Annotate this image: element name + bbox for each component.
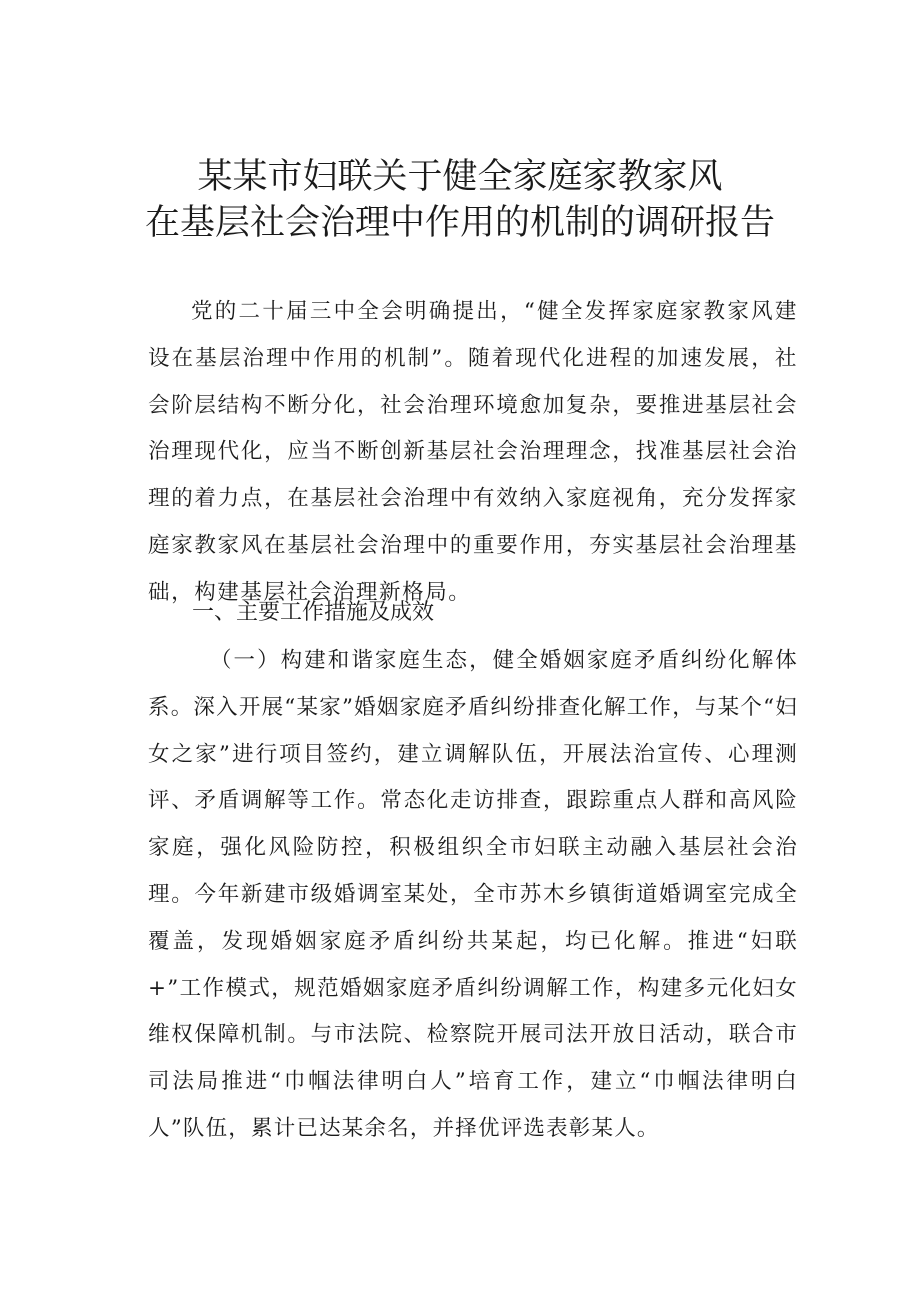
section-heading-1: 一、主要工作措施及成效 xyxy=(192,600,435,625)
document-title-line-2: 在基层社会治理中作用的机制的调研报告 xyxy=(144,203,775,243)
document-title-line-1: 某某市妇联关于健全家庭家教家风 xyxy=(197,157,723,197)
section-1-paragraph-1: （一）构建和谐家庭生态，健全婚姻家庭矛盾纠纷化解体系。深入开展“某家”婚姻家庭矛盾纠纷排查化解工作，与某个“妇女之家”进行项目签约，建立调解队伍，开展法治宣传、心理测评、矛盾调解等工作。常态化走访排查，跟踪重点人群和高风险家庭，强化风险防控，积极组织全市妇联主动融入基层社会治理。今年新建市级婚调室某处，全市苏木乡镇街道婚调室完成全覆盖，发现婚姻家庭矛盾纠纷共某起，均已化解。推进“妇联+”工作模式，规范婚姻家庭矛盾纠纷调解工作，构建多元化妇女维权保障机制。与市法院、检察院开展司法开放日活动，联合市司法局推进“巾帼法律明白人”培育工作，建立“巾帼法律明白人”队伍，累计已达某余名，并择优评选表彰某人。 xyxy=(148,648,798,1141)
intro-paragraph: 党的二十届三中全会明确提出，“健全发挥家庭家教家风建设在基层治理中作用的机制”。随着现代化进程的加速发展，社会阶层结构不断分化，社会治理环境愈加复杂，要推进基层社会治理现代化，应当不断创新基层社会治理理念，找准基层社会治理的着力点，在基层社会治理中有效纳入家庭视角，充分发挥家庭家教家风在基层社会治理中的重要作用，夯实基层社会治理基础，构建基层社会治理新格局。 xyxy=(148,299,798,605)
